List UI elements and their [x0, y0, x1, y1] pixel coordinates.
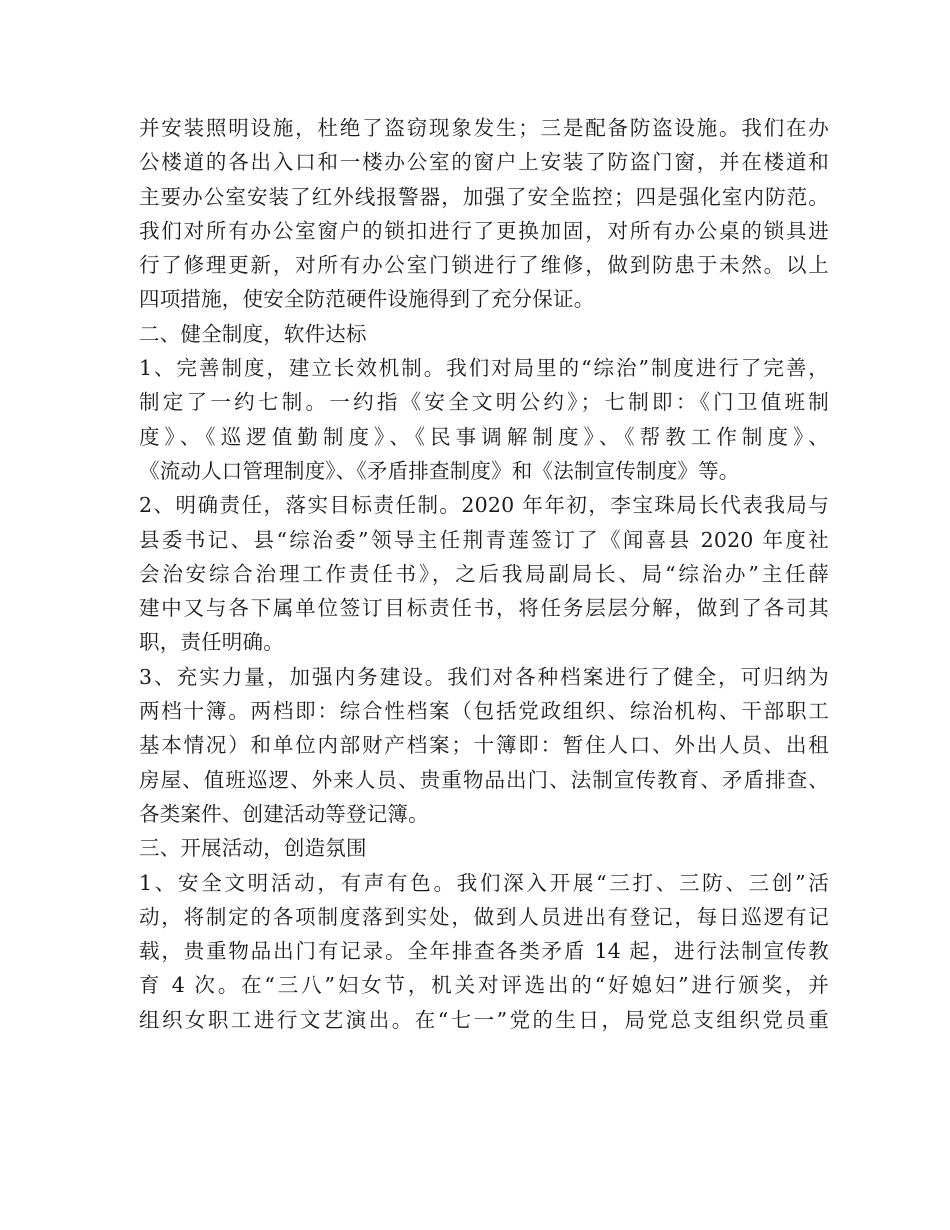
text-line: 载，贵重物品出门有记录。全年排查各类矛盾 14 起，进行法制宣传教 [139, 939, 829, 964]
text-line: 主要办公室安装了红外线报警器，加强了安全监控；四是强化室内防范。 [139, 184, 829, 209]
text-line: 2、明确责任，落实目标责任制。2020 年年初，李宝珠局长代表我局与 [139, 493, 829, 518]
text-line: 县委书记、县“综治委”领导主任荆青莲签订了《闻喜县 2020 年度社 [139, 527, 829, 552]
text-line: 基本情况）和单位内部财产档案；十簿即：暂住人口、外出人员、出租 [139, 733, 829, 758]
text-line: 二、健全制度，软件达标 [139, 321, 367, 346]
text-line: 公楼道的各出入口和一楼办公室的窗户上安装了防盗门窗，并在楼道和 [139, 150, 829, 175]
text-line: 四项措施，使安全防范硬件设施得到了充分保证。 [139, 287, 595, 312]
text-line: 职，责任明确。 [139, 630, 284, 655]
text-line: 育 4 次。在“三八”妇女节，机关对评选出的“好媳妇”进行颁奖，并 [139, 973, 829, 998]
document-body [139, 111, 829, 1037]
text-line: 组织女职工进行文艺演出。在“七一”党的生日，局党总支组织党员重 [139, 1007, 829, 1032]
text-line: 房屋、值班巡逻、外来人员、贵重物品出门、法制宣传教育、矛盾排查、 [139, 767, 829, 792]
text-line: 制定了一约七制。一约指《安全文明公约》；七制即：《门卫值班制 [139, 390, 829, 415]
text-line: 两档十簿。两档即：综合性档案（包括党政组织、综治机构、干部职工 [139, 699, 829, 724]
text-line: 并安装照明设施，杜绝了盗窃现象发生；三是配备防盗设施。我们在办 [139, 116, 829, 140]
text-line: 度》、《巡逻值勤制度》、《民事调解制度》、《帮教工作制度》、 [139, 424, 829, 449]
text-line: 1、安全文明活动，有声有色。我们深入开展“三打、三防、三创”活 [139, 870, 829, 895]
text-line: 三、开展活动，创造氛围 [139, 836, 367, 861]
text-line: 我们对所有办公室窗户的锁扣进行了更换加固，对所有办公桌的锁具进 [139, 218, 829, 243]
text-line: 3、充实力量，加强内务建设。我们对各种档案进行了健全，可归纳为 [139, 664, 829, 689]
text-line: 《流动人口管理制度》、《矛盾排查制度》和《法制宣传制度》等。 [139, 458, 740, 483]
text-line: 各类案件、创建活动等登记簿。 [139, 801, 429, 826]
text-line: 1、完善制度，建立长效机制。我们对局里的“综治”制度进行了完善， [139, 356, 829, 381]
text-line: 建中又与各下属单位签订目标责任书，将任务层层分解，做到了各司其 [139, 596, 829, 621]
text-line: 行了修理更新，对所有办公室门锁进行了维修，做到防患于未然。以上 [139, 253, 829, 278]
text-line: 动，将制定的各项制度落到实处，做到人员进出有登记，每日巡逻有记 [139, 904, 829, 929]
text-line: 会治安综合治理工作责任书》，之后我局副局长、局“综治办”主任薛 [139, 561, 829, 586]
